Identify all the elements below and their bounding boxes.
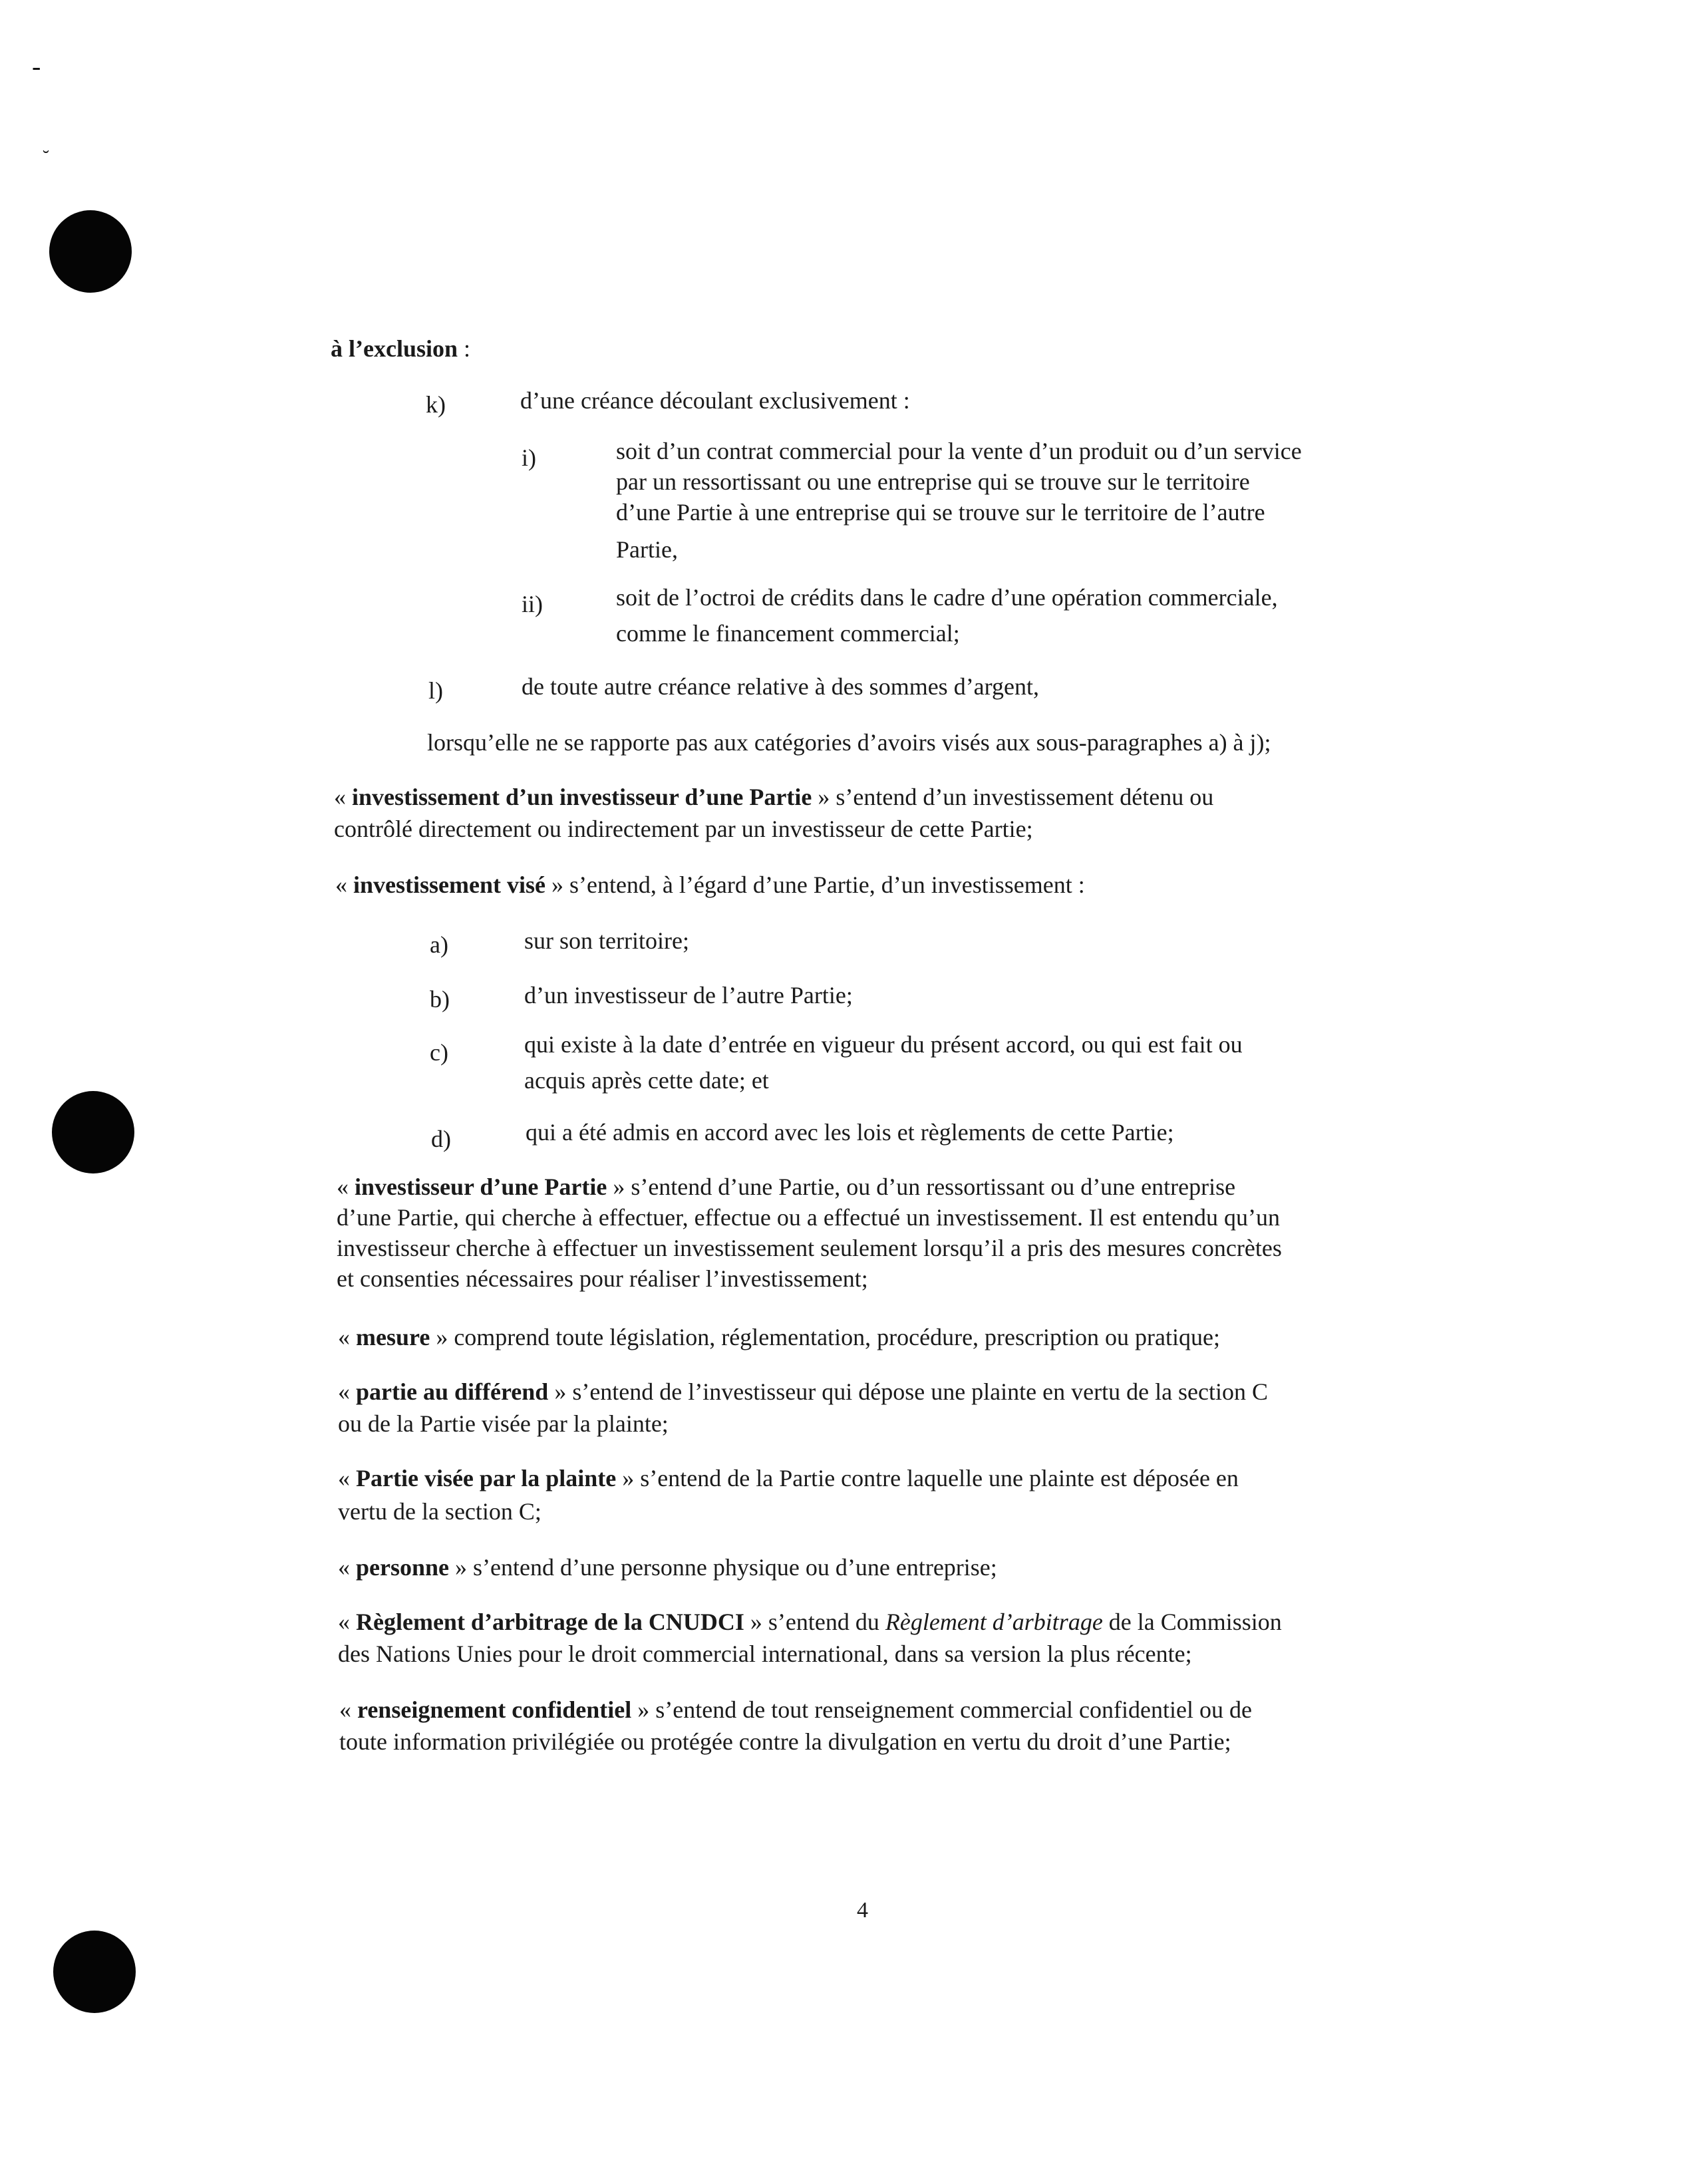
item-text: qui existe à la date d’entrée en vigueur du présent accord, ou qui est fait ou <box>524 1031 1243 1058</box>
item-text: acquis après cette date; et <box>524 1067 769 1094</box>
item-text: de toute autre créance relative à des sommes d’argent, <box>522 673 1039 700</box>
definition-line: toute information privilégiée ou protégée contre la divulgation en vertu du droit d’une Partie; <box>339 1728 1231 1755</box>
subitem-line: Partie, <box>616 536 678 563</box>
scan-mark: ˘ <box>43 146 49 168</box>
definition-line: d’une Partie, qui cherche à effectuer, effectue ou a effectué un investissement. Il est entendu qu’un <box>337 1204 1280 1231</box>
closing-sentence: lorsqu’elle ne se rapporte pas aux catégories d’avoirs visés aux sous-paragraphes a) à j); <box>427 729 1271 756</box>
scan-mark: - <box>32 51 41 81</box>
definition-line: « investissement visé » s’entend, à l’égard d’une Partie, d’un investissement : <box>335 871 1085 898</box>
defined-term: mesure <box>356 1324 430 1350</box>
punch-hole-top <box>49 210 132 293</box>
item-text: sur son territoire; <box>524 927 689 954</box>
defined-term: renseignement confidentiel <box>357 1696 632 1723</box>
defined-term: Règlement d’arbitrage de la CNUDCI <box>356 1609 744 1635</box>
intro-line: à l’exclusion : <box>331 335 471 362</box>
defined-term: investissement d’un investisseur d’une Partie <box>352 784 812 810</box>
subitem-label: ii) <box>522 591 543 617</box>
definition-line: « Règlement d’arbitrage de la CNUDCI » s’entend du Règlement d’arbitrage de la Commission <box>338 1609 1282 1635</box>
item-label: c) <box>430 1039 448 1066</box>
italic-title: Règlement d’arbitrage <box>885 1609 1103 1635</box>
defined-term: personne <box>356 1554 450 1581</box>
subitem-line: soit d’un contrat commercial pour la vente d’un produit ou d’un service <box>616 438 1302 464</box>
defined-term: investissement visé <box>353 871 545 898</box>
definition-line: « mesure » comprend toute législation, réglementation, procédure, prescription ou pratique; <box>338 1324 1220 1350</box>
subitem-line: d’une Partie à une entreprise qui se trouve sur le territoire de l’autre <box>616 499 1265 526</box>
definition-line: « personne » s’entend d’une personne physique ou d’une entreprise; <box>338 1554 997 1581</box>
page-number: 4 <box>857 1898 868 1923</box>
item-text: qui a été admis en accord avec les lois et règlements de cette Partie; <box>526 1119 1174 1146</box>
item-text: d’une créance découlant exclusivement : <box>520 387 910 414</box>
item-label: b) <box>430 986 450 1013</box>
item-label: a) <box>430 931 448 958</box>
definition-line: « investisseur d’une Partie » s’entend d’une Partie, ou d’un ressortissant ou d’une entreprise <box>337 1173 1236 1200</box>
subitem-label: i) <box>522 444 536 471</box>
definition-line: « partie au différend » s’entend de l’investisseur qui dépose une plainte en vertu de la section C <box>338 1378 1269 1405</box>
definition-line: « Partie visée par la plainte » s’entend de la Partie contre laquelle une plainte est déposée en <box>338 1465 1239 1491</box>
subitem-line: par un ressortissant ou une entreprise qui se trouve sur le territoire <box>616 468 1250 495</box>
item-label: k) <box>426 391 446 418</box>
definition-line: « renseignement confidentiel » s’entend de tout renseignement commercial confidentiel ou de <box>339 1696 1252 1723</box>
definition-line: et consenties nécessaires pour réaliser l’investissement; <box>337 1265 868 1292</box>
definition-line: « investissement d’un investisseur d’une Partie » s’entend d’un investissement détenu ou <box>334 784 1214 810</box>
definition-line: investisseur cherche à effectuer un investissement seulement lorsqu’il a pris des mesures concrètes <box>337 1235 1282 1261</box>
item-label: d) <box>431 1126 451 1152</box>
punch-hole-bottom <box>53 1931 136 2013</box>
defined-term: partie au différend <box>356 1378 549 1405</box>
punch-hole-middle <box>52 1091 134 1173</box>
item-text: d’un investisseur de l’autre Partie; <box>524 982 853 1009</box>
definition-line: ou de la Partie visée par la plainte; <box>338 1410 669 1437</box>
defined-term: Partie visée par la plainte <box>356 1465 617 1491</box>
definition-line: contrôlé directement ou indirectement par un investisseur de cette Partie; <box>334 816 1033 842</box>
definition-line: des Nations Unies pour le droit commercial international, dans sa version la plus récente; <box>338 1640 1192 1667</box>
definition-line: vertu de la section C; <box>338 1498 541 1525</box>
defined-term: investisseur d’une Partie <box>355 1173 607 1200</box>
item-label: l) <box>428 677 443 704</box>
subitem-line: soit de l’octroi de crédits dans le cadre d’une opération commerciale, <box>616 584 1278 611</box>
subitem-line: comme le financement commercial; <box>616 620 960 647</box>
